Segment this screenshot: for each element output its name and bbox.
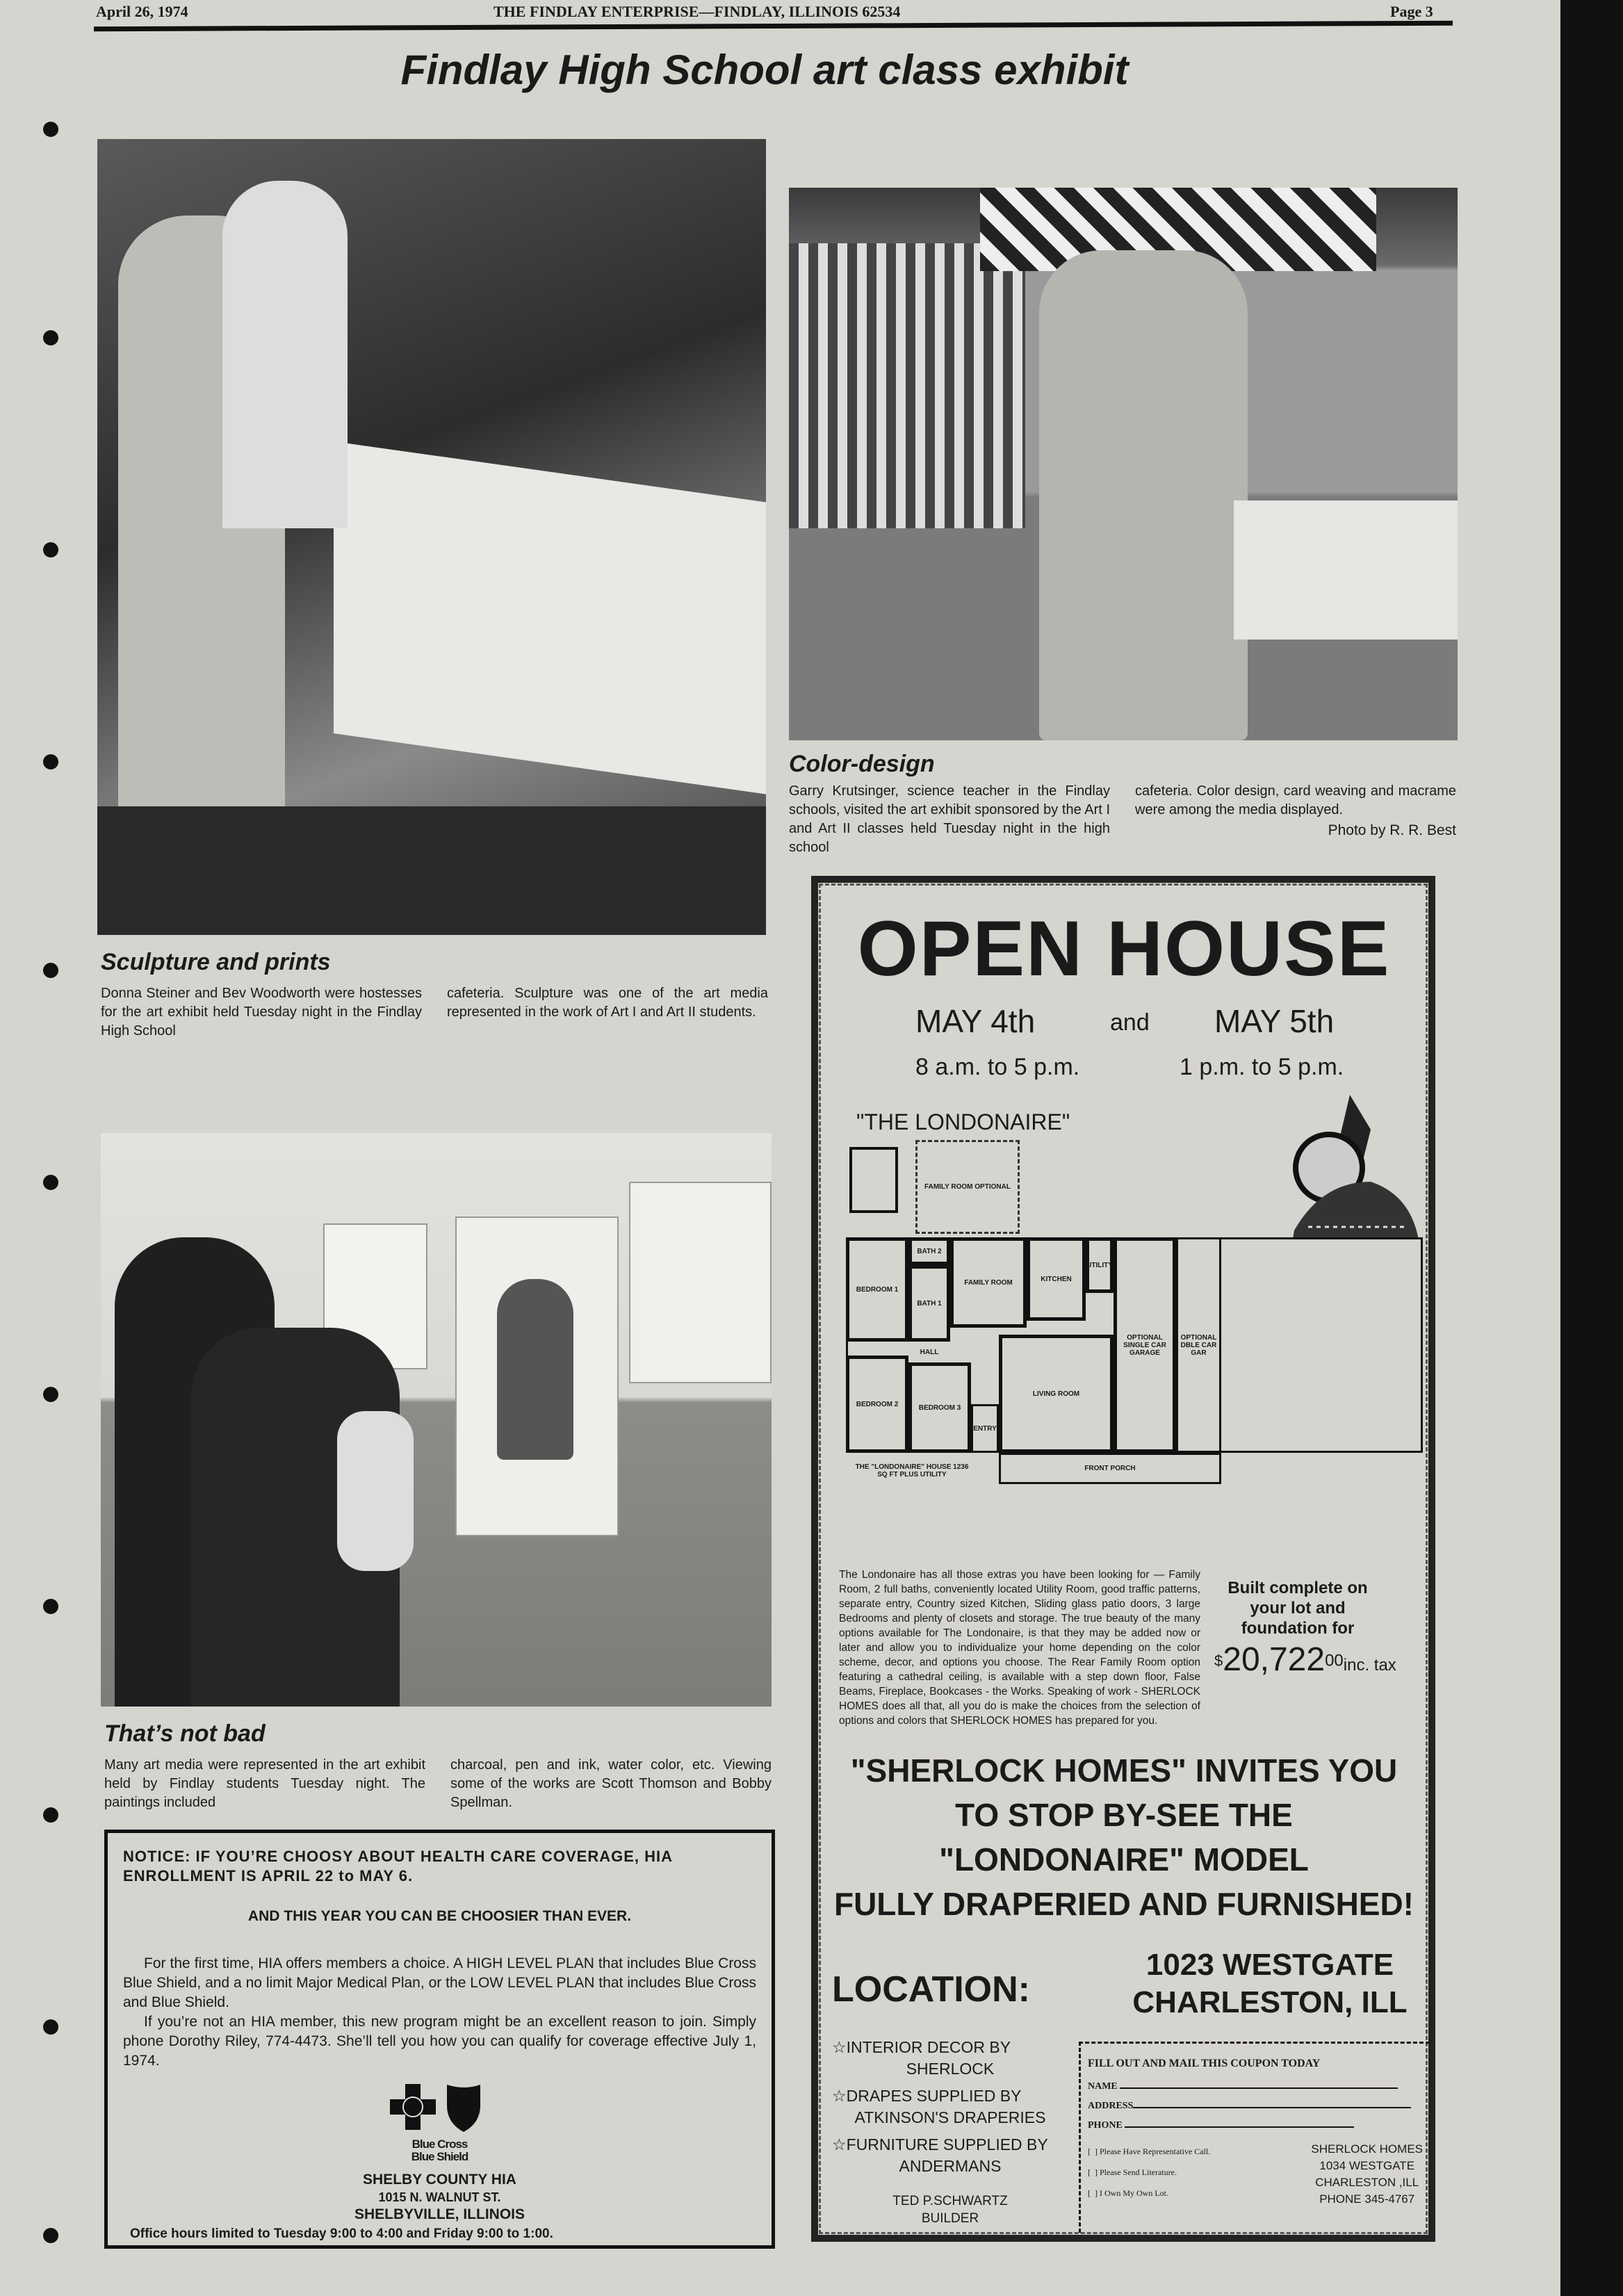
story-thats-not-bad (104, 1720, 772, 1812)
room-bedroom-2: BEDROOM 2 (846, 1355, 908, 1453)
floor-plan (832, 1098, 1430, 1543)
story-body-col1: Garry Krutsinger, science teacher in the Findlay schools, visited the art exhibit sponsored by the Art I and Art II classes held Tuesday night in the high school (789, 783, 1110, 855)
open-house-advertisement (811, 876, 1435, 2242)
hia-org: SHELBY COUNTY HIA (363, 2172, 516, 2188)
coupon-name-field[interactable] (1088, 2081, 1423, 2092)
location-label: LOCATION: (832, 1969, 1030, 2010)
binder-hole (43, 754, 58, 770)
open-house-day-2: MAY 5th (1214, 1003, 1335, 1039)
binder-hole (43, 2228, 58, 2243)
story-body-col2: cafeteria. Sculpture was one of the art media represented in the work of Art I and Art II students. (447, 986, 768, 1020)
hia-subhead: AND THIS YEAR YOU CAN BE CHOOSIER THAN EVER. (247, 1908, 632, 1924)
mail-coupon (1079, 2042, 1430, 2233)
photo-color-design (789, 188, 1458, 740)
binder-hole (43, 1175, 58, 1190)
room-entry: ENTRY (971, 1404, 999, 1453)
field-label: ADDRESS (1088, 2101, 1134, 2111)
hia-city: SHELBYVILLE, ILLINOIS (354, 2206, 525, 2222)
binder-hole (43, 122, 58, 137)
story-color-design (789, 751, 1456, 857)
hia-paragraph: If you’re not an HIA member, this new program might be an excellent reason to join. Simply phone Dorothy Riley, 774-4473. She’ll tell you how you can qualify for coverage effective July 1, 1974. (123, 2014, 756, 2069)
story-headline: That’s not bad (104, 1720, 266, 1747)
builder-title: BUILDER (921, 2211, 979, 2226)
story-headline: Sculpture and prints (101, 949, 331, 975)
checkbox-label: I Own My Own Lot. (1100, 2188, 1168, 2198)
blue-cross-blue-shield-logo (123, 2081, 756, 2163)
invite-block (818, 1748, 1430, 1926)
star-icon: ☆ (832, 2135, 847, 2153)
feature-item (832, 2037, 1068, 2080)
room-kitchen: KITCHEN (1027, 1237, 1086, 1321)
room-bath-1: BATH 1 (908, 1265, 950, 1342)
page-title: Findlay High School art class exhibit (400, 47, 1129, 93)
story-body-col2: charcoal, pen and ink, water color, etc. Viewing some of the works are Scott Thomson and Bobby Spellman. (450, 1757, 772, 1810)
address-line: CHARLESTON ,ILL (1315, 2176, 1419, 2189)
address-line: 1023 WESTGATE (1145, 1948, 1394, 1982)
room-family-optional: FAMILY ROOM OPTIONAL (915, 1140, 1020, 1234)
price-dollar: $ (1214, 1652, 1223, 1670)
binder-hole (43, 1807, 58, 1823)
built-complete-text: Built complete on your lot and foundation for (1228, 1579, 1368, 1638)
room-utility: UTILITY (1086, 1237, 1114, 1293)
stair-detail (849, 1147, 898, 1213)
logo-text: Blue Shield (411, 2150, 468, 2163)
star-icon: ☆ (832, 2038, 847, 2056)
plan-note: THE "LONDONAIRE" HOUSE 1236 SQ FT PLUS UTILITY (855, 1463, 969, 1479)
open-house-day-1: MAY 4th (915, 1003, 1036, 1039)
star-icon: ☆ (832, 2087, 847, 2105)
feature-text: SHERLOCK (906, 2060, 995, 2078)
address-line: PHONE 345-4767 (1319, 2192, 1415, 2206)
front-porch: FRONT PORCH (999, 1453, 1221, 1484)
address-line: 1034 WESTGATE (1319, 2159, 1415, 2172)
binder-hole (43, 2019, 58, 2035)
feature-text: ATKINSON'S DRAPERIES (854, 2108, 1046, 2126)
features-list (832, 2037, 1068, 2227)
logo-text: Blue Cross (411, 2138, 468, 2151)
room-garage-single: OPTIONAL SINGLE CAR GARAGE (1114, 1237, 1176, 1453)
field-label: PHONE (1088, 2120, 1123, 2131)
page-number: Page 3 (1390, 3, 1433, 20)
coupon-title: FILL OUT AND MAIL THIS COUPON TODAY (1088, 2058, 1321, 2069)
hia-street: 1015 N. WALNUT ST. (378, 2190, 501, 2204)
binder-hole (43, 330, 58, 345)
hia-paragraph: For the first time, HIA offers members a choice. A HIGH LEVEL PLAN that includes Blue Cross Blue Shield, and a no limit Major Medical Plan, or the LOW LEVEL PLAN that includes Blue Cross and Blue Shield. (123, 1955, 756, 2010)
feature-text: DRAPES SUPPLIED BY (846, 2087, 1022, 2105)
invite-line: "SHERLOCK HOMES" INVITES YOU (850, 1752, 1398, 1789)
binder-hole (43, 1387, 58, 1402)
hia-hours: Office hours limited to Tuesday 9:00 to 4:00 and Friday 9:00 to 1:00. (130, 2226, 553, 2241)
cross-shield-icon (388, 2081, 492, 2135)
feature-item (832, 2085, 1068, 2128)
ad-body-text: The Londonaire has all those extras you have been looking for — Family Room, 2 full baths, conveniently located Utility Room, good traffic patterns, separate entry, Country sized Kitchen, Sliding glass patio doors, 3 large Bedrooms and plenty of closets and storage. The true beauty of the many options available for The Londonaire, is that they may be added now or later and allow you to individualize your home depending on the color scheme, decor, and options you choose. The Rear Family Room option featuring a cathedral ceiling, is available with a step down floor, False Beams, Fireplace, Bookcases - the Works. Speaking of work - SHERLOCK HOMES does all that, all you do is make the choices from the selection of options and colors that SHERLOCK HOMES has prepared for you. (839, 1569, 1200, 1727)
address-line: SHERLOCK HOMES (1311, 2142, 1423, 2156)
open-house-time-1: 8 a.m. to 5 p.m. (915, 1054, 1080, 1080)
builder (832, 2192, 1068, 2227)
feature-text: ANDERMANS (899, 2157, 1002, 2175)
story-body-col1: Many art media were represented in the art exhibit held by Findlay students Tuesday night. The paintings included (104, 1757, 425, 1810)
story-body-col2: cafeteria. Color design, card weaving and macrame were among the media displayed. (1135, 783, 1456, 817)
photo-sculpture-and-prints (97, 139, 766, 935)
builder-name: TED P.SCHWARTZ (892, 2194, 1008, 2208)
photo-credit: Photo by R. R. Best (1328, 822, 1456, 838)
binder-hole (43, 963, 58, 978)
model-name: "THE LONDONAIRE" (856, 1109, 1070, 1134)
room-bedroom-3: BEDROOM 3 (908, 1362, 971, 1453)
room-garage-double: OPTIONAL DBLE CAR GAR (1176, 1237, 1221, 1453)
room-bedroom-1: BEDROOM 1 (846, 1237, 908, 1342)
open-house-time-2: 1 p.m. to 5 p.m. (1180, 1054, 1344, 1080)
story-body-col1: Donna Steiner and Bev Woodworth were hostesses for the art exhibit held Tuesday night in the Findlay High School (101, 986, 422, 1039)
coupon-phone-field[interactable] (1088, 2120, 1423, 2131)
binder-hole (43, 542, 58, 557)
ad-headline: OPEN HOUSE (857, 905, 1391, 992)
hia-notice: NOTICE: IF YOU’RE CHOOSY ABOUT HEALTH CARE COVERAGE, HIA ENROLLMENT IS APRIL 22 to MAY 6. (123, 1848, 673, 1884)
photo-thats-not-bad (101, 1133, 772, 1707)
coupon-checkbox[interactable]: [ ] Please Send Literature. (1088, 2167, 1177, 2177)
price-cents: 00 (1325, 1651, 1344, 1670)
invite-line: TO STOP BY-SEE THE (955, 1797, 1293, 1833)
issue-date: April 26, 1974 (96, 3, 188, 20)
hia-advertisement (104, 1830, 775, 2249)
feature-item (832, 2134, 1068, 2177)
room-family: FAMILY ROOM (950, 1237, 1027, 1328)
location-address (1124, 1946, 1416, 2021)
room-hall: HALL (920, 1348, 939, 1356)
and-label: and (1110, 1009, 1150, 1036)
coupon-checkbox[interactable]: [ ] I Own My Own Lot. (1088, 2188, 1168, 2198)
invite-line: "LONDONAIRE" MODEL (939, 1841, 1309, 1878)
binder-hole (43, 1599, 58, 1614)
scan-edge (1560, 0, 1623, 2296)
paper-name: THE FINDLAY ENTERPRISE—FINDLAY, ILLINOIS 62534 (494, 3, 901, 20)
checkbox-label: Please Send Literature. (1100, 2167, 1177, 2177)
feature-text: INTERIOR DECOR BY (846, 2038, 1011, 2056)
price-tax: inc. tax (1343, 1656, 1396, 1675)
invite-line: FULLY DRAPERIED AND FURNISHED! (833, 1886, 1414, 1922)
room-bath-2: BATH 2 (908, 1237, 950, 1265)
company-address (1311, 2141, 1423, 2208)
price (1214, 1640, 1396, 1679)
feature-text: FURNITURE SUPPLIED BY (846, 2135, 1048, 2153)
story-sculpture-and-prints (101, 949, 768, 1041)
room-living: LIVING ROOM (999, 1335, 1114, 1453)
coupon-checkbox[interactable]: [ ] Please Have Representative Call. (1088, 2147, 1211, 2156)
price-value: 20,722 (1223, 1641, 1326, 1678)
field-label: NAME (1088, 2081, 1118, 2092)
checkbox-label: Please Have Representative Call. (1100, 2147, 1211, 2156)
coupon-address-field[interactable] (1088, 2101, 1423, 2112)
address-line: CHARLESTON, ILL (1132, 1985, 1408, 2019)
story-headline: Color-design (789, 751, 935, 777)
